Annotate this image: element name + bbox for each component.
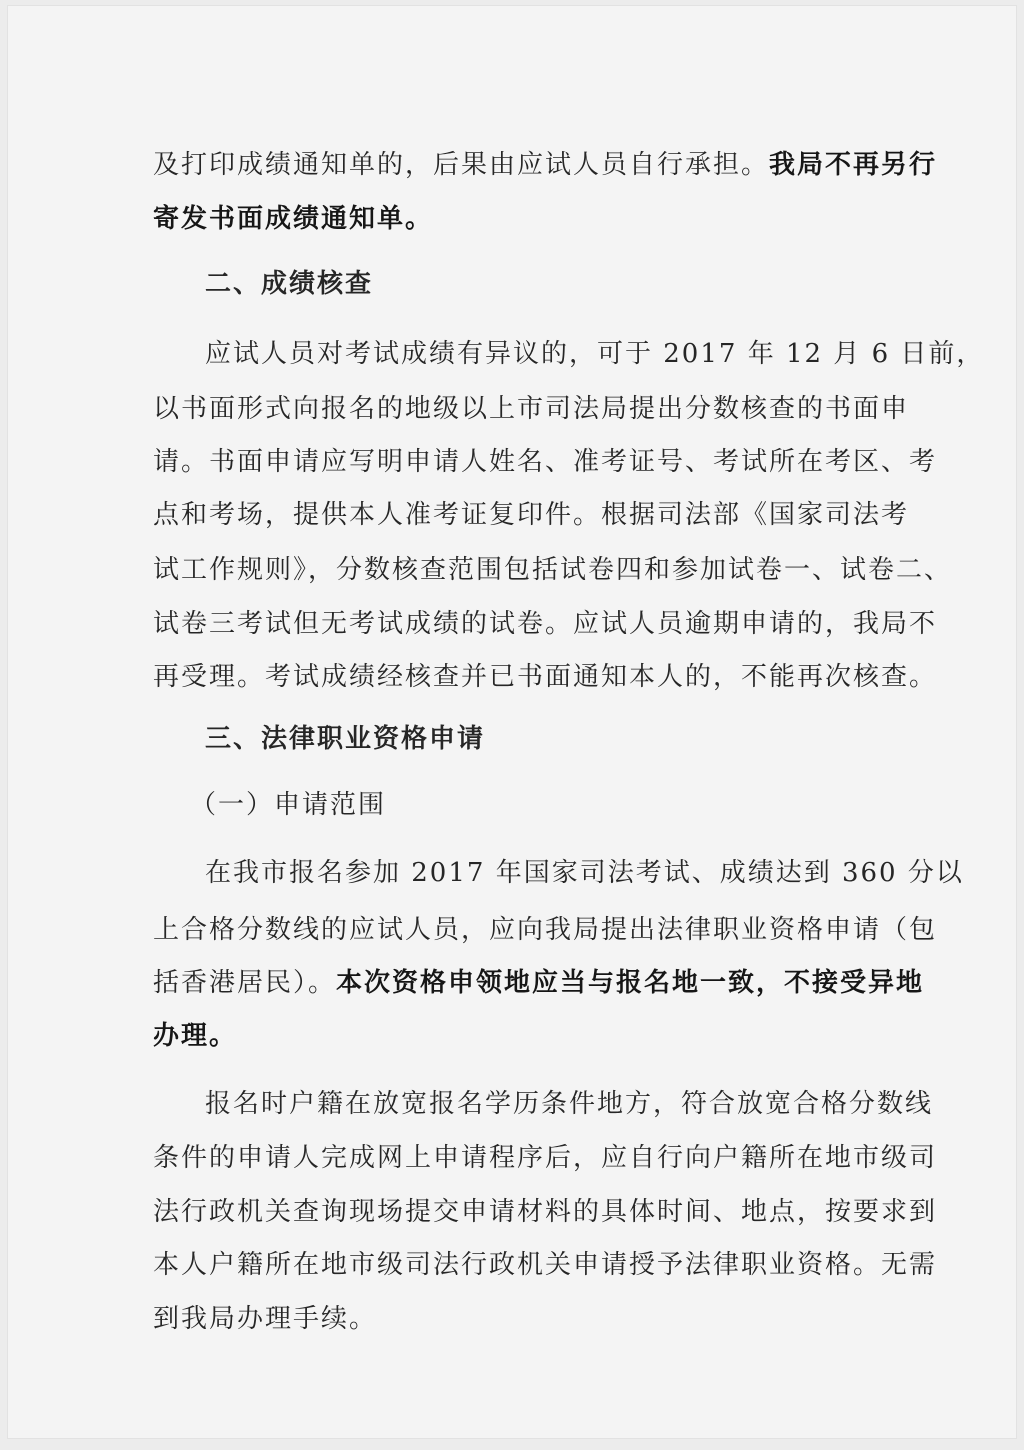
text-line: 在我市报名参加 2017 年国家司法考试、成绩达到 360 分以 <box>205 858 964 888</box>
text-line: 寄发书面成绩通知单。 <box>153 204 434 234</box>
text-line: 请。书面申请应写明申请人姓名、准考证号、考试所在考区、考 <box>153 447 938 477</box>
text-line <box>153 150 938 180</box>
text-line <box>153 968 925 998</box>
text-line: 报名时户籍在放宽报名学历条件地方，符合放宽合格分数线 <box>205 1089 934 1119</box>
bold-text-span: 我局不再另行 <box>769 150 938 180</box>
text-line: 试工作规则》，分数核查范围包括试卷四和参加试卷一、试卷二、 <box>153 555 953 585</box>
document-page <box>8 6 1016 1438</box>
text-line: 点和考场，提供本人准考证复印件。根据司法部《国家司法考 <box>153 500 910 530</box>
subsection-heading: （一）申请范围 <box>190 790 387 820</box>
section-heading: 二、成绩核查 <box>205 269 374 299</box>
text-line: 以书面形式向报名的地级以上市司法局提出分数核查的书面申 <box>153 394 910 424</box>
text-line: 本人户籍所在地市级司法行政机关申请授予法律职业资格。无需 <box>153 1250 938 1280</box>
text-span: 及打印成绩通知单的，后果由应试人员自行承担。 <box>153 150 770 180</box>
bold-text-span: 本次资格申领地应当与报名地一致，不接受异地 <box>336 968 925 998</box>
text-span: 括香港居民）。 <box>153 968 337 998</box>
text-line: 应试人员对考试成绩有异议的，可于 2017 年 12 月 6 日前， <box>205 339 985 369</box>
text-line: 条件的申请人完成网上申请程序后，应自行向户籍所在地市级司 <box>153 1143 938 1173</box>
text-line: 法行政机关查询现场提交申请材料的具体时间、地点，按要求到 <box>153 1197 938 1227</box>
text-line: 到我局办理手续。 <box>153 1304 378 1334</box>
section-heading: 三、法律职业资格申请 <box>205 724 486 754</box>
text-line: 上合格分数线的应试人员，应向我局提出法律职业资格申请（包 <box>153 915 938 945</box>
text-line: 再受理。考试成绩经核查并已书面通知本人的，不能再次核查。 <box>153 662 938 692</box>
text-line: 试卷三考试但无考试成绩的试卷。应试人员逾期申请的，我局不 <box>153 609 938 639</box>
text-line: 办理。 <box>153 1021 238 1051</box>
